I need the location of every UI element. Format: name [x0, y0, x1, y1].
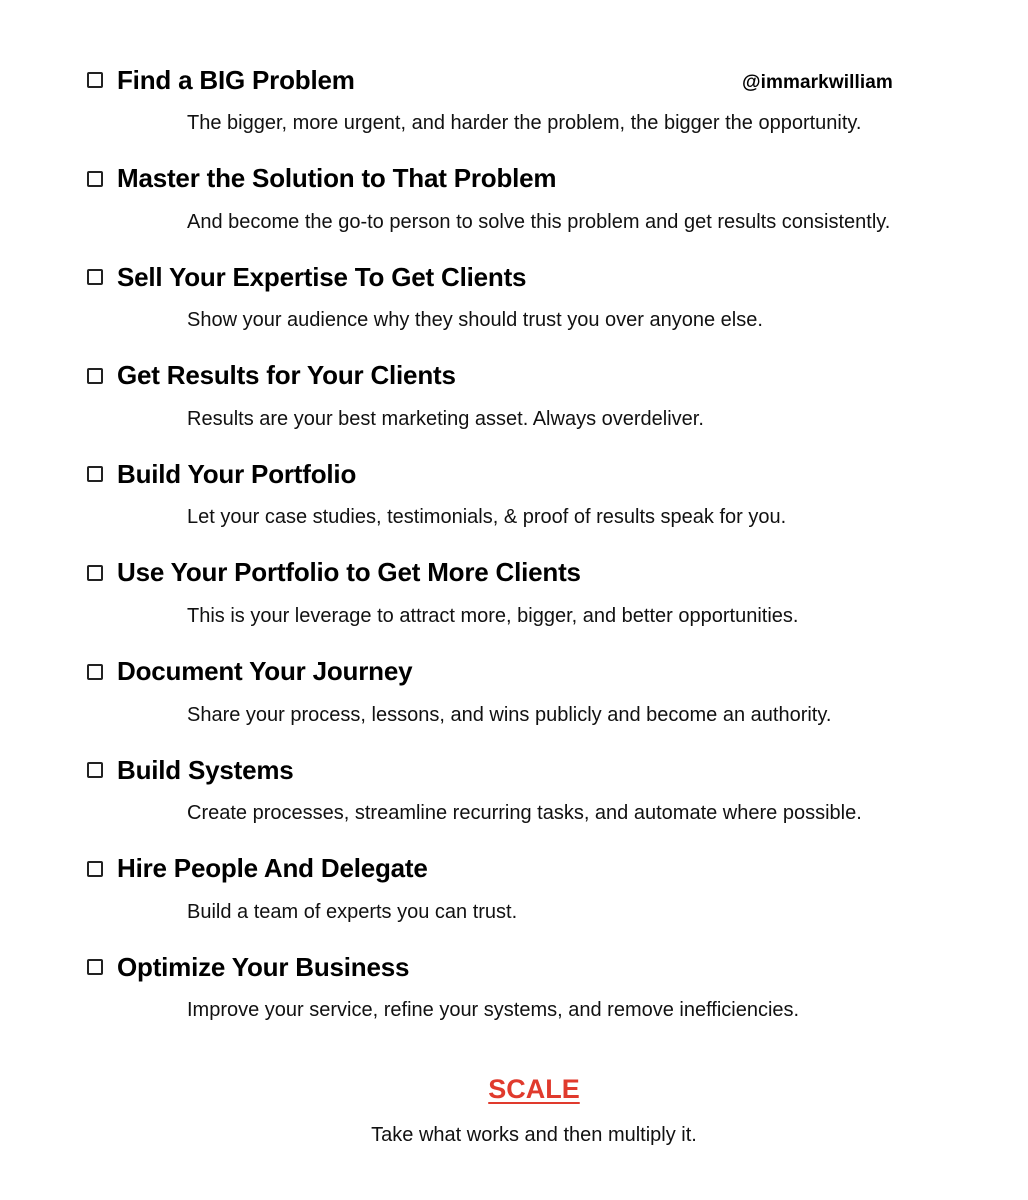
checklist-item-title: Sell Your Expertise To Get Clients	[117, 261, 527, 292]
checkbox[interactable]	[87, 368, 103, 384]
checklist-item-header	[86, 752, 986, 788]
checkbox[interactable]	[87, 664, 103, 680]
checkbox[interactable]	[87, 565, 103, 581]
checklist-item	[86, 654, 986, 753]
checklist-item-header	[86, 851, 986, 887]
checklist-item-description: Share your process, lessons, and wins publicly and become an authority.	[187, 703, 832, 726]
checklist-item	[86, 949, 986, 1048]
checklist-item-header	[86, 456, 986, 492]
checklist-item-title: Hire People And Delegate	[117, 853, 428, 884]
checklist	[86, 62, 986, 1048]
checkbox[interactable]	[87, 72, 103, 88]
checklist-item	[86, 358, 986, 457]
checklist-item-description: The bigger, more urgent, and harder the problem, the bigger the opportunity.	[187, 112, 862, 134]
scale-heading: SCALE	[488, 1074, 580, 1104]
checklist-item	[86, 259, 986, 358]
checklist-item-description: And become the go-to person to solve this problem and get results consistently.	[187, 210, 891, 233]
checkbox[interactable]	[87, 171, 103, 187]
checklist-item	[86, 62, 986, 161]
checklist-item-header	[86, 949, 986, 985]
checklist-item-header	[86, 62, 986, 98]
checklist-item-description: Create processes, streamline recurring tasks, and automate where possible.	[187, 802, 862, 825]
checklist-item-header	[86, 259, 986, 295]
checklist-item-header	[86, 654, 986, 690]
checklist-item-title: Use Your Portfolio to Get More Clients	[117, 557, 581, 588]
checkbox[interactable]	[87, 466, 103, 482]
checklist-item-title: Document Your Journey	[117, 656, 413, 687]
checklist-item-title: Build Your Portfolio	[117, 458, 357, 489]
checkbox[interactable]	[87, 861, 103, 877]
checklist-item-description: This is your leverage to attract more, bigger, and better opportunities.	[187, 604, 799, 627]
checklist-item-header	[86, 358, 986, 394]
checklist-item-header	[86, 555, 986, 591]
checklist-item	[86, 161, 986, 260]
checklist-item-title: Get Results for Your Clients	[117, 360, 456, 391]
checklist-item-header	[86, 161, 986, 197]
author-handle: @immarkwilliam	[742, 72, 893, 93]
checklist-item-description: Build a team of experts you can trust.	[187, 900, 518, 923]
checklist-item-description: Let your case studies, testimonials, & proof of results speak for you.	[187, 506, 787, 529]
checklist-item-description: Results are your best marketing asset. Always overdeliver.	[187, 407, 704, 430]
checklist-item-title: Master the Solution to That Problem	[117, 163, 557, 194]
checkbox[interactable]	[87, 959, 103, 975]
checklist-item-description: Show your audience why they should trust you over anyone else.	[187, 309, 763, 332]
checkbox[interactable]	[87, 762, 103, 778]
checklist-item-description: Improve your service, refine your systems, and remove inefficiencies.	[187, 999, 800, 1022]
checklist-item	[86, 555, 986, 654]
checklist-item	[86, 752, 986, 851]
checklist-item	[86, 851, 986, 950]
scale-description: Take what works and then multiply it.	[371, 1124, 697, 1146]
checklist-item-title: Optimize Your Business	[117, 951, 410, 982]
checkbox[interactable]	[87, 269, 103, 285]
checklist-item-title: Build Systems	[117, 754, 294, 785]
checklist-item-title: Find a BIG Problem	[117, 64, 355, 95]
checklist-item	[86, 456, 986, 555]
